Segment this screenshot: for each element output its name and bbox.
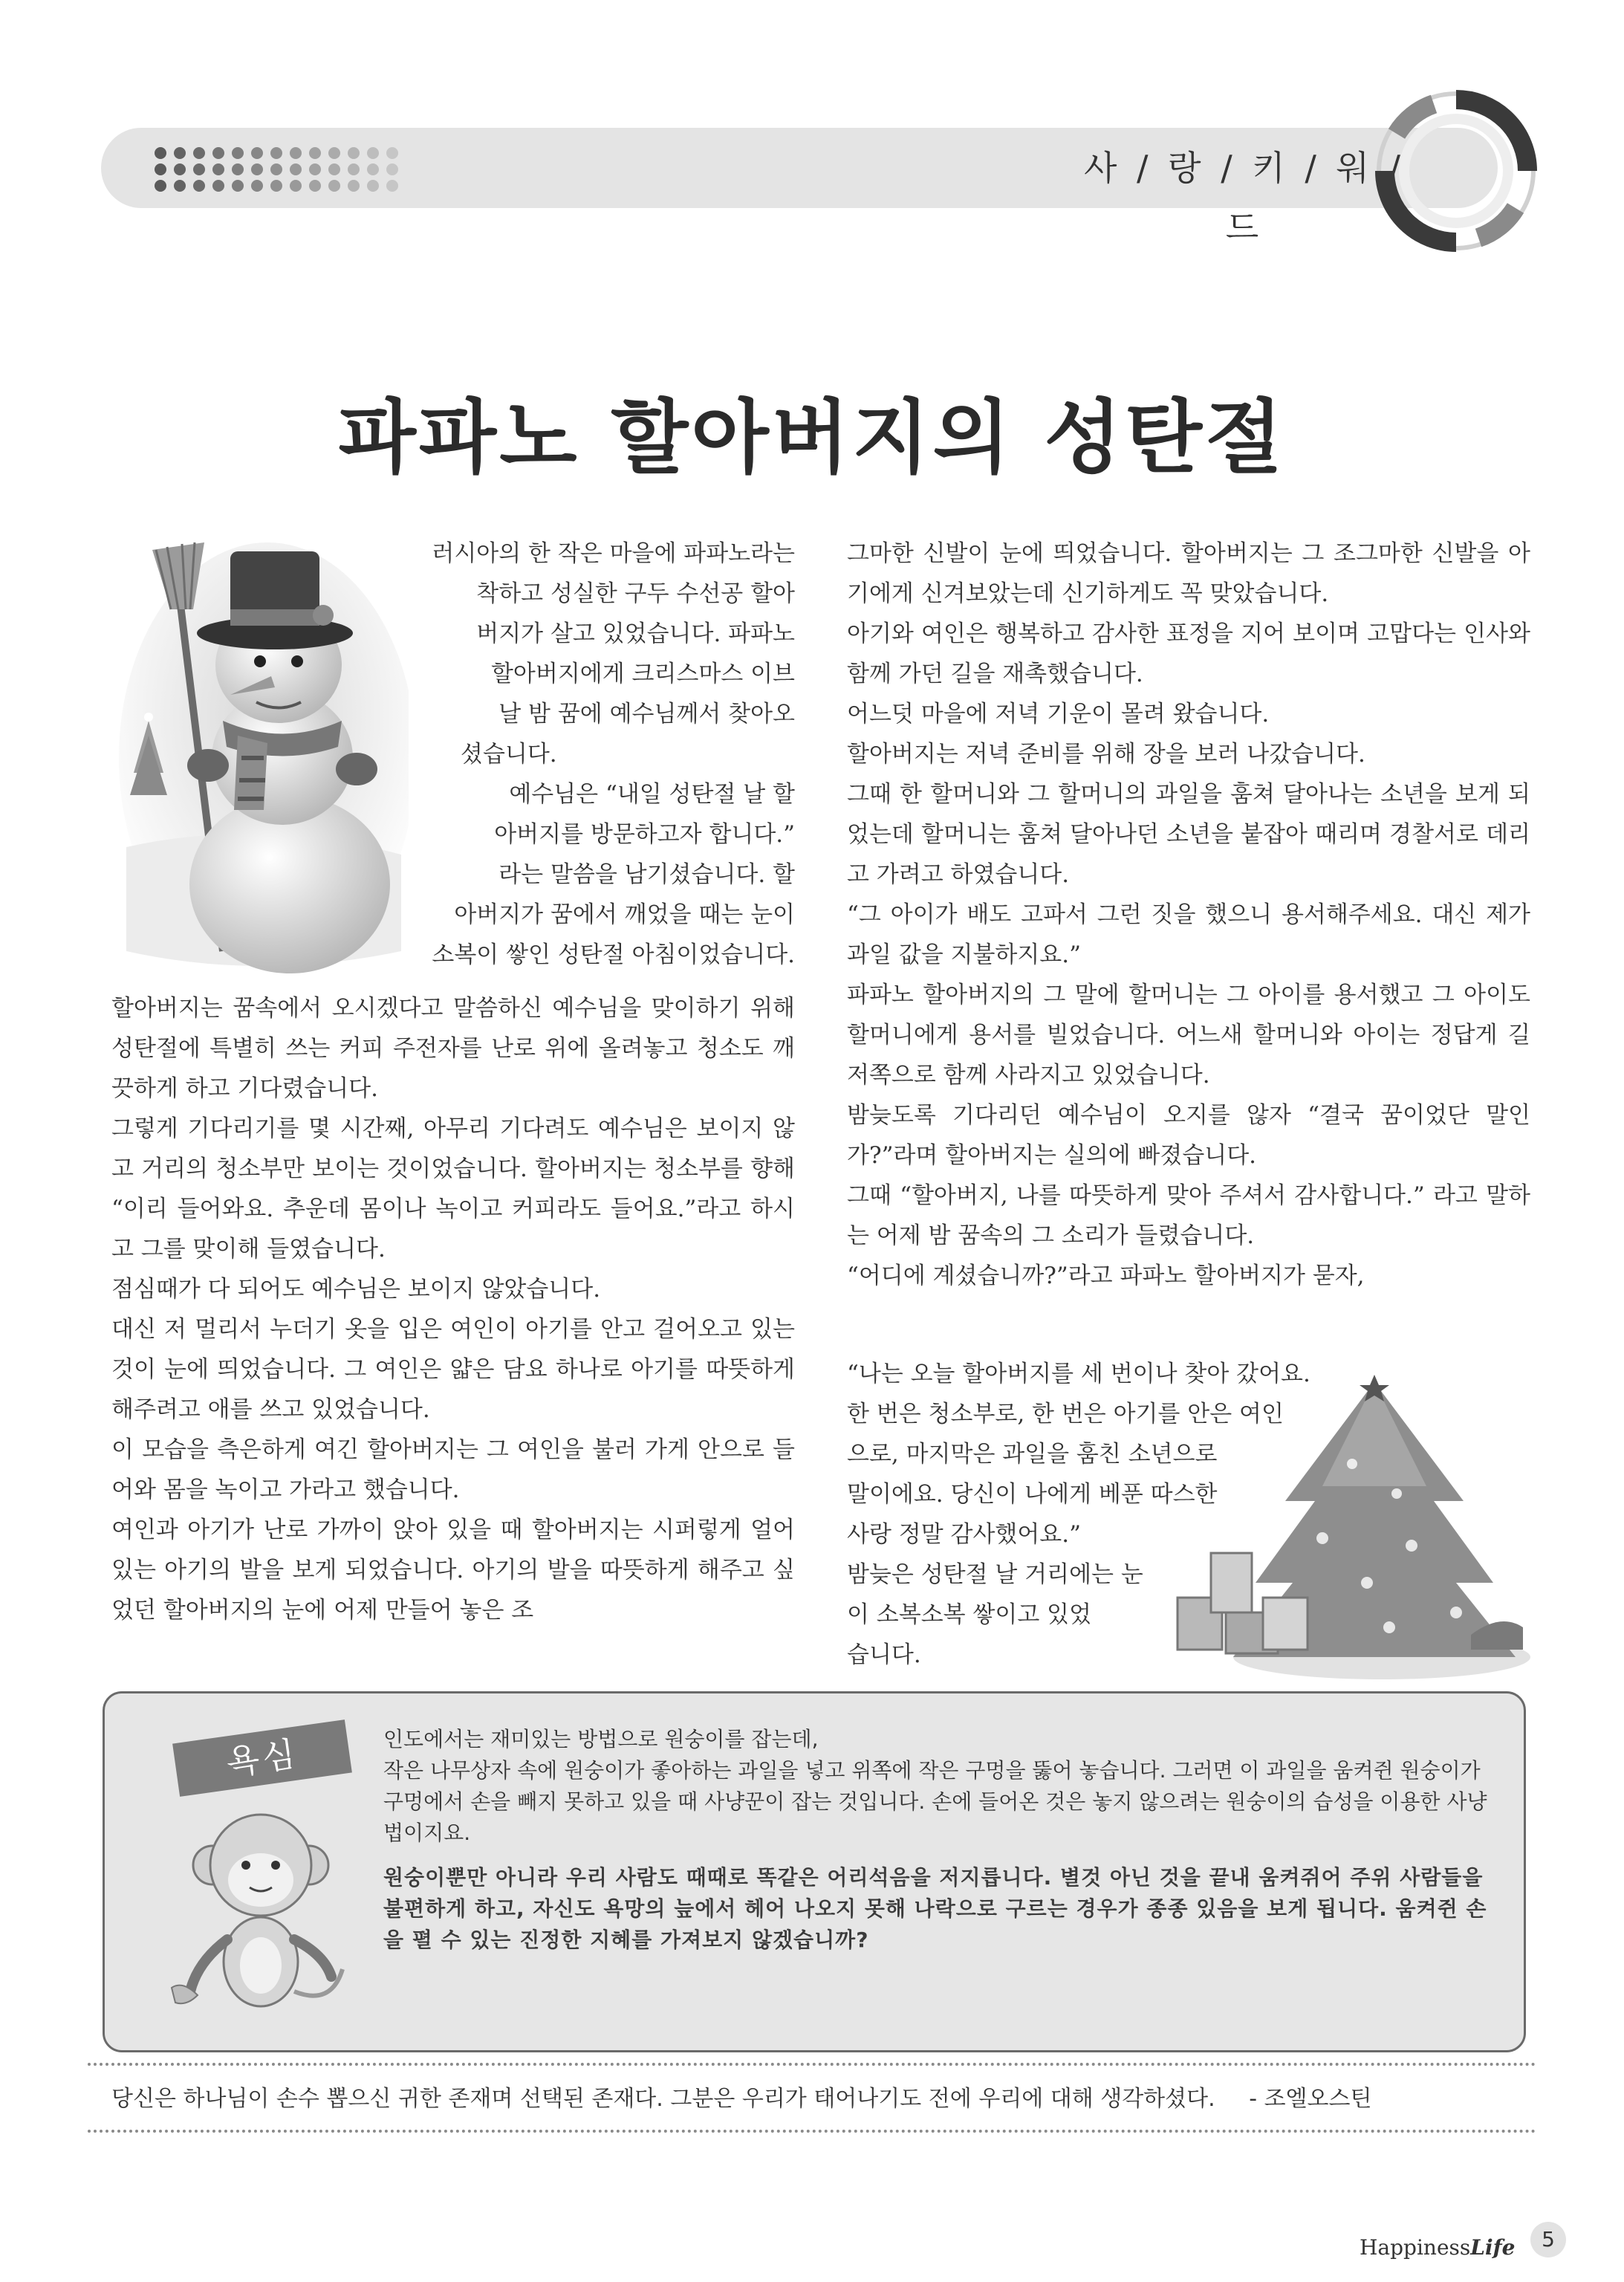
header-dot	[290, 180, 302, 192]
header-dot	[155, 147, 166, 159]
story-line: 소복이 쌓인 성탄절 아침이었습니다.	[432, 941, 795, 968]
story-paragraph: 이 모습을 측은하게 여긴 할아버지는 그 여인을 불러 가게 안으로 들어와 몸을 녹이고 가라고 했습니다.	[111, 1436, 795, 1503]
header-dot	[290, 163, 302, 175]
story-paragraph: 할아버지는 저녁 준비를 위해 장을 보러 나갔습니다.	[847, 741, 1365, 768]
story-paragraph: “어디에 계셨습니까?”라고 파파노 할아버지가 묻자,	[847, 1262, 1365, 1289]
story-line: 아버지가 꿈에서 깨었을 때는 눈이	[454, 901, 795, 928]
header-dot	[309, 163, 321, 175]
header-dot	[328, 147, 340, 159]
header-dot	[309, 147, 321, 159]
greed-body-line: 인도에서는 재미있는 방법으로 원숭이를 잡는데,	[383, 1727, 819, 1751]
page-number: 5	[1530, 2222, 1566, 2257]
quote	[111, 2081, 1523, 2118]
header-dot	[309, 180, 321, 192]
section-keyword: 사 / 랑 / 키 / 워 / 드	[1083, 148, 1406, 247]
story-paragraph: 아기와 여인은 행복하고 감사한 표정을 지어 보이며 고맙다는 인사와 함께 가던 길을 재촉했습니다.	[847, 620, 1530, 687]
story-line: “나는 오늘 할아버지를 세 번이나 찾아 갔어요.	[847, 1361, 1310, 1387]
header-dot	[386, 147, 398, 159]
story-line: 밤늦은 성탄절 날 거리에는 눈	[847, 1561, 1143, 1588]
story-line: 습니다.	[847, 1641, 921, 1668]
header-dot	[367, 163, 379, 175]
story-line: 아버지를 방문하고자 합니다.”	[494, 821, 795, 848]
magazine-brand	[1360, 2229, 1523, 2266]
story-paragraph: “그 아이가 배도 고파서 그런 짓을 했으니 용서해주세요. 대신 제가 과일 값을 지불하지요.”	[847, 901, 1530, 968]
story-line: 셨습니다.	[461, 741, 557, 768]
header-dot	[174, 147, 186, 159]
header-dot	[251, 180, 263, 192]
story-left-top	[371, 534, 795, 975]
header-dot	[348, 147, 360, 159]
header-dot	[270, 180, 282, 192]
greed-body-line: 작은 나무상자 속에 원숭이가 좋아하는 과일을 넣고 위쪽에 작은 구멍을 뚫어 놓습니다. 그러면 이 과일을 움켜쥔 원숭이가 구멍에서 손을 빼지 못하고 있을 때 사냥꾼이 잡는 것입니다. 손에 들어온 것은 놓지 않으려는 원숭이의 습성을 이용한 사냥법이지요.	[383, 1758, 1487, 1845]
header-dot	[367, 147, 379, 159]
header-dot	[367, 180, 379, 192]
greed-text	[383, 1724, 1498, 1956]
story-line: 말이에요. 당신이 나에게 베푼 따스한	[847, 1481, 1218, 1508]
header-dot	[232, 180, 244, 192]
header-dot	[270, 163, 282, 175]
story-line: 러시아의 한 작은 마을에 파파노라는	[432, 540, 795, 567]
story-left-column	[111, 988, 795, 1630]
header-dot	[174, 163, 186, 175]
header-dot	[251, 147, 263, 159]
header-dot	[290, 147, 302, 159]
header-dot	[232, 163, 244, 175]
header-dot	[193, 163, 205, 175]
story-line: 사랑 정말 감사했어요.”	[847, 1521, 1081, 1548]
header-dot	[174, 180, 186, 192]
header-dot	[232, 147, 244, 159]
story-line: 으로, 마지막은 과일을 훔친 소년으로	[847, 1441, 1218, 1468]
quote-text: 당신은 하나님이 손수 뽑으신 귀한 존재며 선택된 존재다. 그분은 우리가 태어나기도 전에 우리에 대해 생각하셨다.	[111, 2086, 1215, 2112]
christmas-tree-illustration	[1174, 1375, 1530, 1687]
story-line: 버지가 살고 있었습니다. 파파노	[476, 620, 795, 647]
story-paragraph: 어느덧 마을에 저녁 기운이 몰려 왔습니다.	[847, 701, 1270, 727]
story-line: 예수님은 “내일 성탄절 날 할	[509, 781, 795, 808]
story-paragraph: 여인과 아기가 난로 가까이 앉아 있을 때 할아버지는 시퍼렇게 얼어 있는 아기의 발을 보게 되었습니다. 아기의 발을 따뜻하게 해주고 싶었던 할아버지의 눈에 어제 만들어 놓은 조	[111, 1517, 795, 1624]
story-line: 할아버지에게 크리스마스 이브	[490, 661, 795, 687]
story-paragraph: 그때 “할아버지, 나를 따뜻하게 맞아 주셔서 감사합니다.” 라고 말하는 어제 밤 꿈속의 그 소리가 들렸습니다.	[847, 1182, 1530, 1249]
header-dot	[328, 180, 340, 192]
story-line: 한 번은 청소부로, 한 번은 아기를 안은 여인	[847, 1401, 1284, 1427]
story-paragraph: 그마한 신발이 눈에 띄었습니다. 할아버지는 그 조그마한 신발을 아기에게 신겨보았는데 신기하게도 꼭 맞았습니다.	[847, 540, 1530, 607]
greed-moral: 원숭이뿐만 아니라 우리 사람도 때때로 똑같은 어리석음을 저지릅니다. 별것 아닌 것을 끝내 움켜쥐어 주위 사람들을 불편하게 하고, 자신도 욕망의 늪에서 헤어 나오지 못해 나락으로 구르는 경우가 종종 있음을 보게 됩니다. 움켜쥔 손을 펼 수 있는 진정한 지혜를 가져보지 않겠습니까?	[383, 1865, 1487, 1952]
story-line: 날 밤 꿈에 예수님께서 찾아오	[498, 701, 795, 727]
header-dot	[212, 163, 224, 175]
story-right-column	[847, 534, 1530, 1296]
story-paragraph: 대신 저 멀리서 누더기 옷을 입은 여인이 아기를 안고 걸어오고 있는 것이 눈에 띄었습니다. 그 여인은 얇은 담요 하나로 아기를 따뜻하게 해주려고 애를 쓰고 있었습니다.	[111, 1316, 795, 1423]
snowman-illustration	[111, 535, 409, 988]
header-dot	[348, 163, 360, 175]
story-paragraph: 그렇게 기다리기를 몇 시간째, 아무리 기다려도 예수님은 보이지 않고 거리의 청소부만 보이는 것이었습니다. 할아버지는 청소부를 향해 “이리 들어와요. 추운데 몸이나 녹이고 커피라도 들어요.”라고 하시고 그를 맞이해 들였습니다.	[111, 1115, 795, 1262]
brand-word-happiness: Happiness	[1360, 2235, 1471, 2260]
header-dot	[155, 180, 166, 192]
header-dot	[193, 147, 205, 159]
header-dot	[386, 163, 398, 175]
story-paragraph: 파파노 할아버지의 그 말에 할머니는 그 아이를 용서했고 그 아이도 할머니에게 용서를 빌었습니다. 어느새 할머니와 아이는 정답게 길 저쪽으로 함께 사라지고 있었습니다.	[847, 982, 1530, 1089]
header-dot	[212, 180, 224, 192]
monkey-illustration	[168, 1798, 354, 2029]
header-dot	[328, 163, 340, 175]
quote-author: - 조엘오스틴	[1249, 2086, 1372, 2112]
header-dot	[155, 163, 166, 175]
story-paragraph: 그때 한 할머니와 그 할머니의 과일을 훔쳐 달아나는 소년을 보게 되었는데 할머니는 훔쳐 달아나던 소년을 붙잡아 때리며 경찰서로 데리고 가려고 하였습니다.	[847, 781, 1530, 888]
story-line: 라는 말씀을 남기셨습니다. 할	[498, 861, 795, 888]
header-dot	[251, 163, 263, 175]
header-dot	[193, 180, 205, 192]
greed-tag: 욕심	[172, 1719, 352, 1797]
brand-word-life: Life	[1470, 2235, 1516, 2260]
header-ring-ornament	[1367, 82, 1545, 260]
story-paragraph: 할아버지는 꿈속에서 오시겠다고 말씀하신 예수님을 맞이하기 위해 성탄절에 특별히 쓰는 커피 주전자를 난로 위에 올려놓고 청소도 깨끗하게 하고 기다렸습니다.	[111, 995, 795, 1102]
header-dot	[212, 147, 224, 159]
quote-divider-bottom	[88, 2130, 1536, 2133]
header-dot	[386, 180, 398, 192]
header-dot-pattern	[153, 144, 420, 196]
story-paragraph: 점심때가 다 되어도 예수님은 보이지 않았습니다.	[111, 1276, 601, 1303]
story-line: 이 소복소복 쌓이고 있었	[847, 1601, 1092, 1628]
quote-divider-top	[88, 2063, 1536, 2066]
header-dot	[348, 180, 360, 192]
article-title: 파파노 할아버지의 성탄절	[338, 392, 1286, 485]
story-paragraph: 밤늦도록 기다리던 예수님이 오지를 않자 “결국 꿈이었단 말인가?”라며 할아버지는 실의에 빠졌습니다.	[847, 1102, 1530, 1169]
story-line: 착하고 성실한 구두 수선공 할아	[476, 580, 795, 607]
header-dot	[270, 147, 282, 159]
